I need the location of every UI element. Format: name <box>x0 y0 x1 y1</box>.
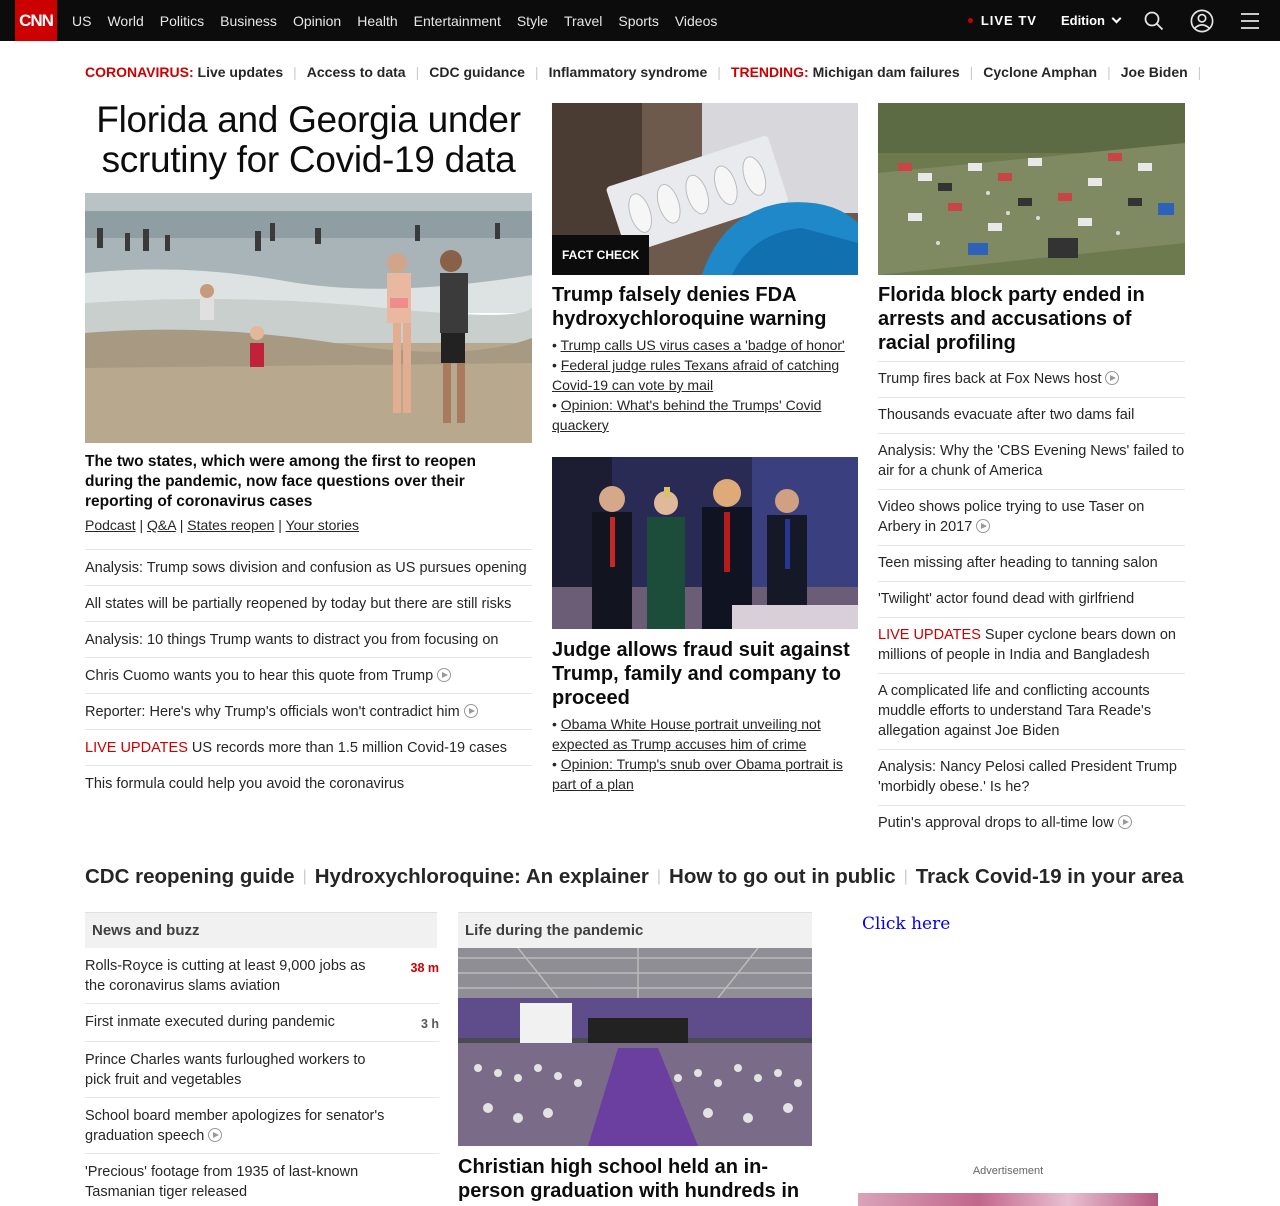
nav-link-business[interactable]: Business <box>220 12 277 29</box>
live-tv-button[interactable] <box>968 13 1037 28</box>
nav-link-politics[interactable]: Politics <box>159 12 205 29</box>
timestamp: 38 m <box>410 961 439 975</box>
menu-icon[interactable] <box>1238 9 1262 33</box>
edition-label: Edition <box>1060 13 1105 28</box>
story-headline[interactable]: Christian high school held an in-person graduation with hundreds in <box>458 1156 800 1202</box>
story-link: Teen missing after heading to tanning salon <box>878 555 1158 571</box>
story-link: Analysis: 10 things Trump wants to distract you from focusing on <box>85 632 499 648</box>
life-during-pandemic-header[interactable]: Life during the pandemic <box>458 912 812 948</box>
story-link: Rolls-Royce is cutting at least 9,000 jobs as the coronavirus slams aviation <box>85 958 366 994</box>
play-video-icon <box>976 519 990 533</box>
story-link: 'Precious' footage from 1935 of last-known Tasmanian tiger released <box>85 1164 359 1200</box>
list-item[interactable] <box>85 1042 439 1098</box>
list-item[interactable] <box>878 749 1185 805</box>
play-video-icon <box>1118 815 1132 829</box>
section-link[interactable]: How to go out in public <box>669 865 896 888</box>
divider: | <box>534 64 539 80</box>
live-updates-label: LIVE UPDATES <box>878 627 981 643</box>
list-item[interactable] <box>85 549 532 585</box>
story-link: All states will be partially reopened by today but there are still risks <box>85 596 512 612</box>
nav-link-sports[interactable]: Sports <box>618 12 659 29</box>
timestamp: 3 h <box>420 1017 439 1031</box>
story-link: A complicated life and conflicting accounts muddle efforts to understand Tara Reade's allegation against Joe Biden <box>878 683 1152 739</box>
bullet-link[interactable]: Opinion: Trump's snub over Obama portrait is part of a plan <box>552 756 843 792</box>
block-party-aerial-image[interactable] <box>878 103 1185 275</box>
trending-bar <box>85 62 1211 82</box>
story-link: First inmate executed during pandemic <box>85 1014 335 1030</box>
section-link[interactable]: CDC reopening guide <box>85 865 295 888</box>
fact-check-badge: FACT CHECK <box>552 235 649 275</box>
list-item[interactable] <box>85 1004 439 1042</box>
play-video-icon <box>464 704 478 718</box>
nav-link-opinion[interactable]: Opinion <box>292 12 342 29</box>
story-link: Analysis: Trump sows division and confusion as US pursues opening <box>85 560 527 576</box>
trending-link[interactable]: Michigan dam failures <box>812 64 960 80</box>
news-and-buzz-header[interactable]: News and buzz <box>85 912 437 948</box>
list-item[interactable] <box>878 805 1185 841</box>
divider: | <box>415 64 420 80</box>
story-link: Video shows police trying to use Taser on Arbery in 2017 <box>878 499 1145 535</box>
story-headline[interactable]: Florida block party ended in arrests and accusations of racial profiling <box>878 284 1145 354</box>
bullet-link[interactable]: Trump calls US virus cases a 'badge of honor' <box>560 337 845 353</box>
bullet-item: • Federal judge rules Texans afraid of catching Covid-19 can vote by mail <box>552 357 840 393</box>
divider: | <box>903 868 908 885</box>
list-item[interactable] <box>878 673 1185 749</box>
live-tv-label: LIVE TV <box>980 13 1037 28</box>
play-video-icon <box>1105 371 1119 385</box>
trending-link[interactable]: Access to data <box>306 64 406 80</box>
divider: | <box>969 64 974 80</box>
story-bullets <box>552 714 858 794</box>
list-item[interactable] <box>878 545 1185 581</box>
story-link: Analysis: Why the 'CBS Evening News' failed to air for a chunk of America <box>878 443 1185 479</box>
list-item[interactable] <box>85 765 532 801</box>
right-story-list <box>878 361 1185 841</box>
nav-link-videos[interactable]: Videos <box>674 12 718 29</box>
related-link[interactable]: Podcast <box>85 517 136 533</box>
list-item[interactable] <box>85 621 532 657</box>
story-link: School board member apologizes for senator's graduation speech <box>85 1108 385 1144</box>
list-item[interactable] <box>85 1098 439 1154</box>
story-link: Putin's approval drops to all-time low <box>878 815 1114 831</box>
nav-link-style[interactable]: Style <box>516 12 548 29</box>
chevron-down-icon <box>1112 14 1122 24</box>
play-video-icon <box>208 1128 222 1142</box>
story-link: 'Twilight' actor found dead with girlfriend <box>878 591 1135 607</box>
story-headline[interactable]: Judge allows fraud suit against Trump, family and company to proceed <box>552 639 850 709</box>
hero-beach-image[interactable] <box>85 193 532 443</box>
hero-headline[interactable]: Florida and Georgia under scrutiny for Covid-19 data <box>96 99 521 180</box>
nav-links <box>72 0 733 41</box>
divider: | <box>656 868 662 885</box>
list-item[interactable] <box>878 617 1185 673</box>
section-link[interactable]: Track Covid-19 in your area <box>915 865 1184 888</box>
section-links-bar <box>85 863 1184 891</box>
divider: | <box>1197 64 1202 80</box>
hero-summary[interactable]: The two states, which were among the first to reopen during the pandemic, now face questions over their reporting of coronavirus cases <box>85 453 477 510</box>
trending-link[interactable]: Joe Biden <box>1120 64 1188 80</box>
list-item[interactable] <box>85 1154 439 1206</box>
live-updates-label: LIVE UPDATES <box>85 740 188 756</box>
advertisement-label: Advertisement <box>972 1165 1044 1177</box>
section-link[interactable]: Hydroxychloroquine: An explainer <box>314 865 649 888</box>
list-item[interactable] <box>878 581 1185 617</box>
list-item[interactable] <box>878 397 1185 433</box>
play-video-icon <box>437 668 451 682</box>
trending-link[interactable]: CDC guidance <box>429 64 525 80</box>
nav-link-travel[interactable]: Travel <box>563 12 603 29</box>
list-item[interactable] <box>878 433 1185 489</box>
story-headline[interactable]: Trump falsely denies FDA hydroxychloroquine warning <box>552 284 827 330</box>
nav-link-us[interactable]: US <box>72 12 92 29</box>
bullet-item: • Trump calls US virus cases a 'badge of honor' <box>552 337 845 353</box>
story-link: Prince Charles wants furloughed workers to pick fruit and vegetables <box>85 1052 366 1088</box>
trump-family-image[interactable] <box>552 457 858 629</box>
trending-link[interactable]: Cyclone Amphan <box>983 64 1098 80</box>
nav-link-world[interactable]: World <box>107 12 144 29</box>
story-link: Thousands evacuate after two dams fail <box>878 407 1135 423</box>
bullet-link[interactable]: Opinion: What's behind the Trumps' Covid quackery <box>552 397 822 433</box>
list-item[interactable] <box>85 657 532 693</box>
story-bullets <box>552 335 858 435</box>
hero-related-links: Podcast | Q&A | States reopen | Your stories <box>85 517 359 533</box>
nav-link-entertainment[interactable]: Entertainment <box>413 12 501 29</box>
bullet-link[interactable]: Obama White House portrait unveiling not expected as Trump accuses him of crime <box>552 716 821 752</box>
news-and-buzz-list <box>85 948 439 1206</box>
divider: | <box>302 868 307 885</box>
trending-link[interactable]: Live updates <box>197 64 284 80</box>
story-link: Analysis: Nancy Pelosi called President Trump 'morbidly obese.' Is he? <box>878 759 1177 795</box>
account-icon[interactable] <box>1190 9 1214 33</box>
hero-story-list <box>85 549 532 801</box>
edition-dropdown[interactable] <box>1061 13 1120 28</box>
list-item[interactable] <box>85 693 532 729</box>
advertisement-banner[interactable] <box>858 1193 1158 1206</box>
divider: | <box>293 64 297 80</box>
trending-label: TRENDING: <box>730 64 809 80</box>
related-link[interactable]: Q&A <box>147 517 176 533</box>
live-dot-icon <box>968 18 973 23</box>
bullet-item: • Obama White House portrait unveiling not expected as Trump accuses him of crime <box>552 716 821 752</box>
cnn-logo[interactable]: CNN <box>15 0 57 41</box>
story-link: Super cyclone bears down on millions of people in India and Bangladesh <box>878 627 1176 663</box>
divider: | <box>717 64 721 80</box>
list-item[interactable] <box>878 489 1185 545</box>
coronavirus-label: CORONAVIRUS: <box>85 64 194 80</box>
bullet-item: • Opinion: What's behind the Trumps' Covid quackery <box>552 397 822 433</box>
list-item[interactable] <box>878 361 1185 397</box>
story-link: US records more than 1.5 million Covid-19 cases <box>191 740 508 756</box>
story-link: This formula could help you avoid the coronavirus <box>85 776 405 792</box>
bullet-item: • Opinion: Trump's snub over Obama portrait is part of a plan <box>552 756 843 792</box>
list-item[interactable] <box>85 729 532 765</box>
search-icon[interactable] <box>1142 9 1166 33</box>
story-link: Reporter: Here's why Trump's officials won't contradict him <box>85 704 460 720</box>
story-link: Chris Cuomo wants you to hear this quote from Trump <box>85 668 434 684</box>
graduation-image[interactable] <box>458 948 812 1146</box>
divider: | <box>1107 64 1111 80</box>
list-item[interactable] <box>85 948 439 1004</box>
bullet-link[interactable]: Federal judge rules Texans afraid of catching Covid-19 can vote by mail <box>552 357 840 393</box>
related-link[interactable]: States reopen <box>187 517 275 533</box>
list-item[interactable] <box>85 585 532 621</box>
top-nav <box>0 0 1280 41</box>
ad-click-here-link[interactable]: Click here <box>862 914 951 934</box>
trending-link[interactable]: Inflammatory syndrome <box>548 64 708 80</box>
nav-right <box>968 0 1280 41</box>
story-link: Trump fires back at Fox News host <box>878 371 1102 387</box>
nav-link-health[interactable]: Health <box>357 12 398 29</box>
related-link[interactable]: Your stories <box>285 517 359 533</box>
